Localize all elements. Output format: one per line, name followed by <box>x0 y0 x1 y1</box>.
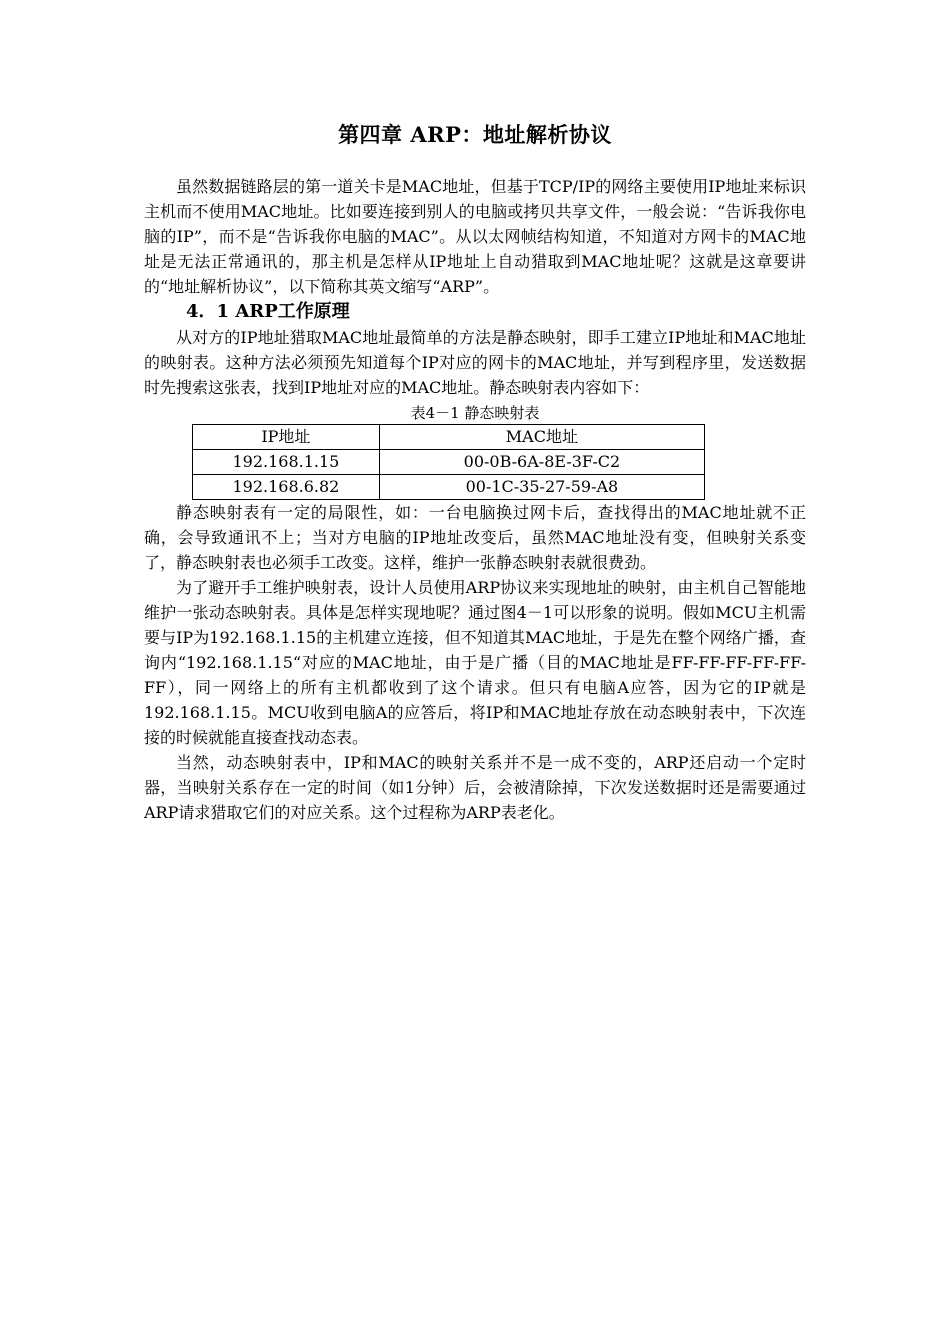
table-header-ip: IP地址 <box>193 425 380 450</box>
section-paragraph-4: 当然，动态映射表中，IP和MAC的映射关系并不是一成不变的，ARP还启动一个定时器，当映射关系存在一定的时间（如1分钟）后，会被清除掉，下次发送数据时还是需要通过ARP请求猎取它们的对应关系。这个过程称为ARP表老化。 <box>144 753 806 822</box>
table-row <box>193 450 705 475</box>
static-mapping-table <box>192 424 705 500</box>
section-heading: 4．1 ARP工作原理 <box>186 301 350 322</box>
table-cell-ip: 192.168.6.82 <box>193 475 380 500</box>
section-paragraph-1: 从对方的IP地址猎取MAC地址最简单的方法是静态映射，即手工建立IP地址和MAC地址的映射表。这种方法必须预先知道每个IP对应的网卡的MAC地址，并写到程序里，发送数据时先搜索这张表，找到IP地址对应的MAC地址。静态映射表内容如下： <box>144 328 806 397</box>
section-paragraph-3: 为了避开手工维护映射表，设计人员使用ARP协议来实现地址的映射，由主机自己智能地维护一张动态映射表。具体是怎样实现地呢？通过图4－1可以形象的说明。假如MCU主机需要与IP为192.168.1.15的主机建立连接，但不知道其MAC地址，于是先在整个网络广播，查询内“192.168.1.15“对应的MAC地址，由于是广播（目的MAC地址是FF-FF-FF-FF-FF-FF），同一网络上的所有主机都收到了这个请求。但只有电脑A应答，因为它的IP就是192.168.1.15。MCU收到电脑A的应答后，将IP和MAC地址存放在动态映射表中，下次连接的时候就能直接查找动态表。 <box>144 578 806 747</box>
section-paragraph-2: 静态映射表有一定的局限性，如：一台电脑换过网卡后，查找得出的MAC地址就不正确，会导致通讯不上；当对方电脑的IP地址改变后，虽然MAC地址没有变，但映射关系变了，静态映射表也必须手工改变。这样，维护一张静态映射表就很费劲。 <box>144 503 806 572</box>
table-row <box>193 475 705 500</box>
chapter-title: 第四章 ARP：地址解析协议 <box>338 122 612 147</box>
document-page <box>144 118 806 825</box>
table-header-row <box>193 425 705 450</box>
table-cell-ip: 192.168.1.15 <box>193 450 380 475</box>
table-cell-mac: 00-0B-6A-8E-3F-C2 <box>379 450 704 475</box>
table-header-mac: MAC地址 <box>379 425 704 450</box>
intro-paragraph: 虽然数据链路层的第一道关卡是MAC地址，但基于TCP/IP的网络主要使用IP地址来标识主机而不使用MAC地址。比如要连接到别人的电脑或拷贝共享文件，一般会说：“告诉我你电脑的IP”，而不是“告诉我你电脑的MAC”。从以太网帧结构知道，不知道对方网卡的MAC地址是无法正常通讯的，那主机是怎样从IP地址上自动猎取到MAC地址呢？这就是这章要讲的“地址解析协议”，以下简称其英文缩写“ARP”。 <box>144 177 806 296</box>
table-cell-mac: 00-1C-35-27-59-A8 <box>379 475 704 500</box>
table-caption: 表4－1 静态映射表 <box>410 404 540 422</box>
